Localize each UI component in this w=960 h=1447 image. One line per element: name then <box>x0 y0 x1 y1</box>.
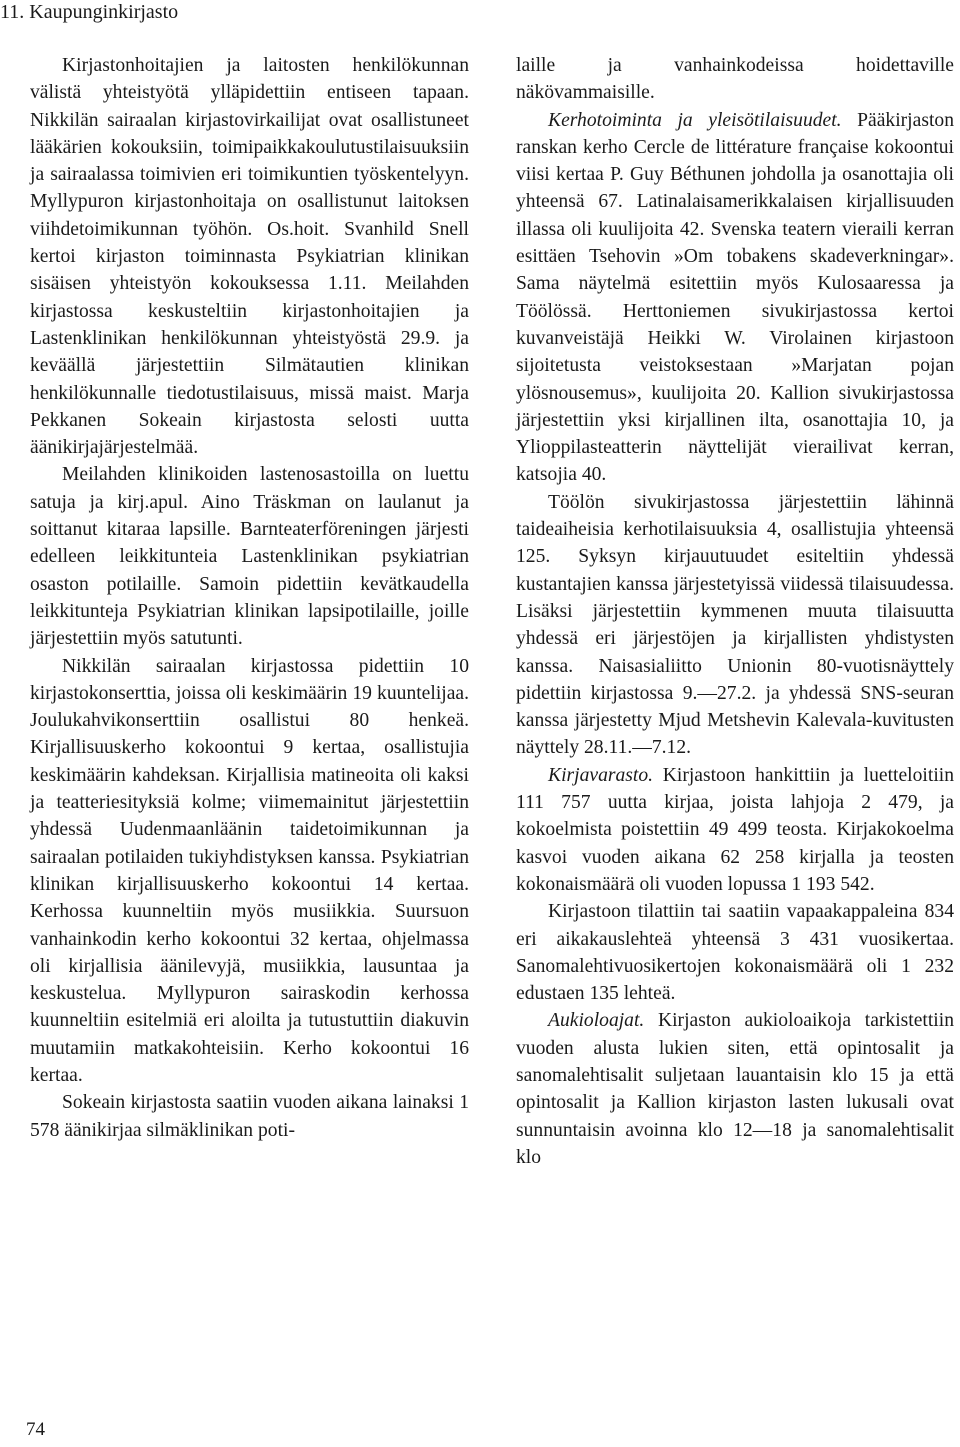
section-lead-heading: Aukioloajat. <box>548 1010 645 1032</box>
section-lead-heading: Kerhotoiminta ja yleisötilaisuudet. <box>548 109 842 131</box>
paragraph-text: Kirjastoon tilattiin tai saatiin vapaakappaleina 834 eri aikakauslehteä yhteensä 3 431 vuosikertaa. Sanomalehtivuosikertojen kokonaismäärä oli 1 232 edustaen 135 lehteä. <box>516 901 954 1005</box>
paragraph-text: Töölön sivukirjastossa järjestettiin lähinnä taideaiheisia kerhotilaisuuksia 4, osallistujia yhteensä 125. Syksyn kirjauutuudet esiteltiin yhdessä kustantajien kanssa järjestetyissä viidessä tilaisuudessa. Lisäksi järjestettiin kymmenen muuta tilaisuutta yhdessä eri järjestöjen ja kirjallisten yhdistysten kanssa. Naisasialiitto Unionin 80-vuotisnäyttely pidettiin kirjastossa 9.—27.2. ja yhdessä SNS-seuran kanssa järjestetty Mjud Metshevin Kalevala-kuvitusten näyttely 28.11.—7.12. <box>516 491 954 759</box>
paragraph <box>516 489 954 762</box>
paragraph: Nikkilän sairaalan kirjastossa pidettiin 10 kirjastokonserttia, joissa oli keskimäärin 19 kuuntelijaa. Joulukahvikonserttiin osallistui 80 henkeä. Kirjallisuuskerho kokoontui 9 kertaa, osallistujia keskimäärin kahdeksan. Kirjallisia matineoita oli kaksi ja teatteriesityksiä kolme; viimemainitut järjestettiin yhdessä Uudenmaanläänin taidetoimikunnan ja sairaalan potilaiden tukiyhdistyksen kanssa. Psykiatrian klinikan kirjallisuuskerho kokoontui 14 kertaa. Kerhossa kuunneltiin myös musiikkia. Suursuon vanhainkodin kerho kokoontui 32 kertaa, ohjelmassa oli kirjallisia äänilevyjä, musiikkia, lausuntaa ja keskustelua. Myllypuron sairaskodin kerhossa kuunneltiin esitelmiä eri aloilta ja tutustuttiin diakuvin muutamiin matkakohteisiin. Kerho kokoontui 16 kertaa. <box>30 655 469 1086</box>
page-number: 74 <box>26 1419 45 1440</box>
paragraph <box>516 107 954 489</box>
paragraph: Sokeain kirjastosta saatiin vuoden aikana lainaksi 1 578 äänikirjaa silmäklinikan poti- <box>30 1092 469 1141</box>
right-column <box>516 52 954 1171</box>
running-header: 11. Kaupunginkirjasto <box>0 1 179 23</box>
paragraph: Meilahden klinikoiden lastenosastoilla on luettu satuja ja kirj.apul. Aino Träskman on laulanut ja soittanut kitaraa lapsille. Barnteaterföreningen järjesti edelleen leikkitunteia Lastenklinikan psykiatrian osaston potilaille. Samoin pidettiin kevätkaudella leikkitunteja Psykiatrian klinikan lapsipotilaille, joille järjestettiin myös satutunti. <box>30 464 469 650</box>
paragraph <box>516 52 954 107</box>
paragraph <box>516 762 954 898</box>
left-column <box>30 52 469 1144</box>
paragraph-text: laille ja vanhainkodeissa hoidettaville näkövammaisille. <box>516 55 954 104</box>
paragraph: Kirjastonhoitajien ja laitosten henkilökunnan välistä yhteistyötä ylläpidettiin entiseen tapaan. Nikkilän sairaalan kirjastovirkailijat ovat osallistuneet lääkärien kokouksiin, toimipaikkakoulutustilaisuuksiin ja sairaalassa toimivien eri toimikuntien työskentelyyn. Myllypuron kirjastonhoitaja on osallistunut laitoksen viihdetoimikunnan työhön. Os.hoit. Svanhild Snell kertoi kirjaston toiminnasta Psykiatrian klinikan sisäisen yhteistyön kokouksessa 1.11. Meilahden kirjastossa keskusteltiin kirjastonhoitajien ja Lastenklinikan henkilökunnan yhteistyöstä 29.9. ja keväällä järjestettiin Silmätautien klinikan henkilökunnalle tiedotustilaisuus, missä maist. Marja Pekkanen Sokeain kirjastosta selosti uutta äänikirjajärjestelmää. <box>30 55 469 459</box>
paragraph <box>516 1007 954 1171</box>
section-lead-heading: Kirjavarasto. <box>548 764 654 786</box>
paragraph-text: Kirjaston aukioloaikoja tarkistettiin vuoden alusta lukien siten, että opintosalit ja sanomalehtisalit suljetaan lauantaisin klo 15 ja että opintosalit ja Kallion kirjaston lasten lukusali ovat sunnuntaisin avoinna klo 12—18 ja sanomalehtisalit klo <box>516 1010 954 1168</box>
paragraph-text: Pääkirjaston ranskan kerho Cercle de littérature française kokoontui viisi kertaa P. Guy Béthunen johdolla ja osanottajia oli yhteensä 67. Latinalaisamerikkalaisen kirjallisuuden illassa oli kuulijoita 42. Svenska teatern vieraili kerran esittäen Tsehovin »Om tobakens skadeverkningar». Sama näytelmä esitettiin myös Kulosaaressa ja Töölössä. Herttoniemen sivukirjastossa kertoi kuvanveistäjä Heikki W. Virolainen kirjastoon sijoitetusta veistoksestaan »Marjatan pojan ylösnousemus», kuulijoita 20. Kallion sivukirjastossa järjestettiin yksi kirjallinen ilta, osanottajia 10, ja Ylioppilasteatterin näyttelijät vierailivat kerran, katsojia 40. <box>516 109 954 486</box>
paragraph <box>516 898 954 1007</box>
paragraph-text: Kirjastoon hankittiin ja luetteloitiin 111 757 uutta kirjaa, joista lahjoja 2 479, ja kokoelmista poistettiin 49 499 teosta. Kirjakokoelma kasvoi vuoden aikana 62 258 kirjalla ja teosten kokonaismäärä oli vuoden lopussa 1 193 542. <box>516 764 954 895</box>
